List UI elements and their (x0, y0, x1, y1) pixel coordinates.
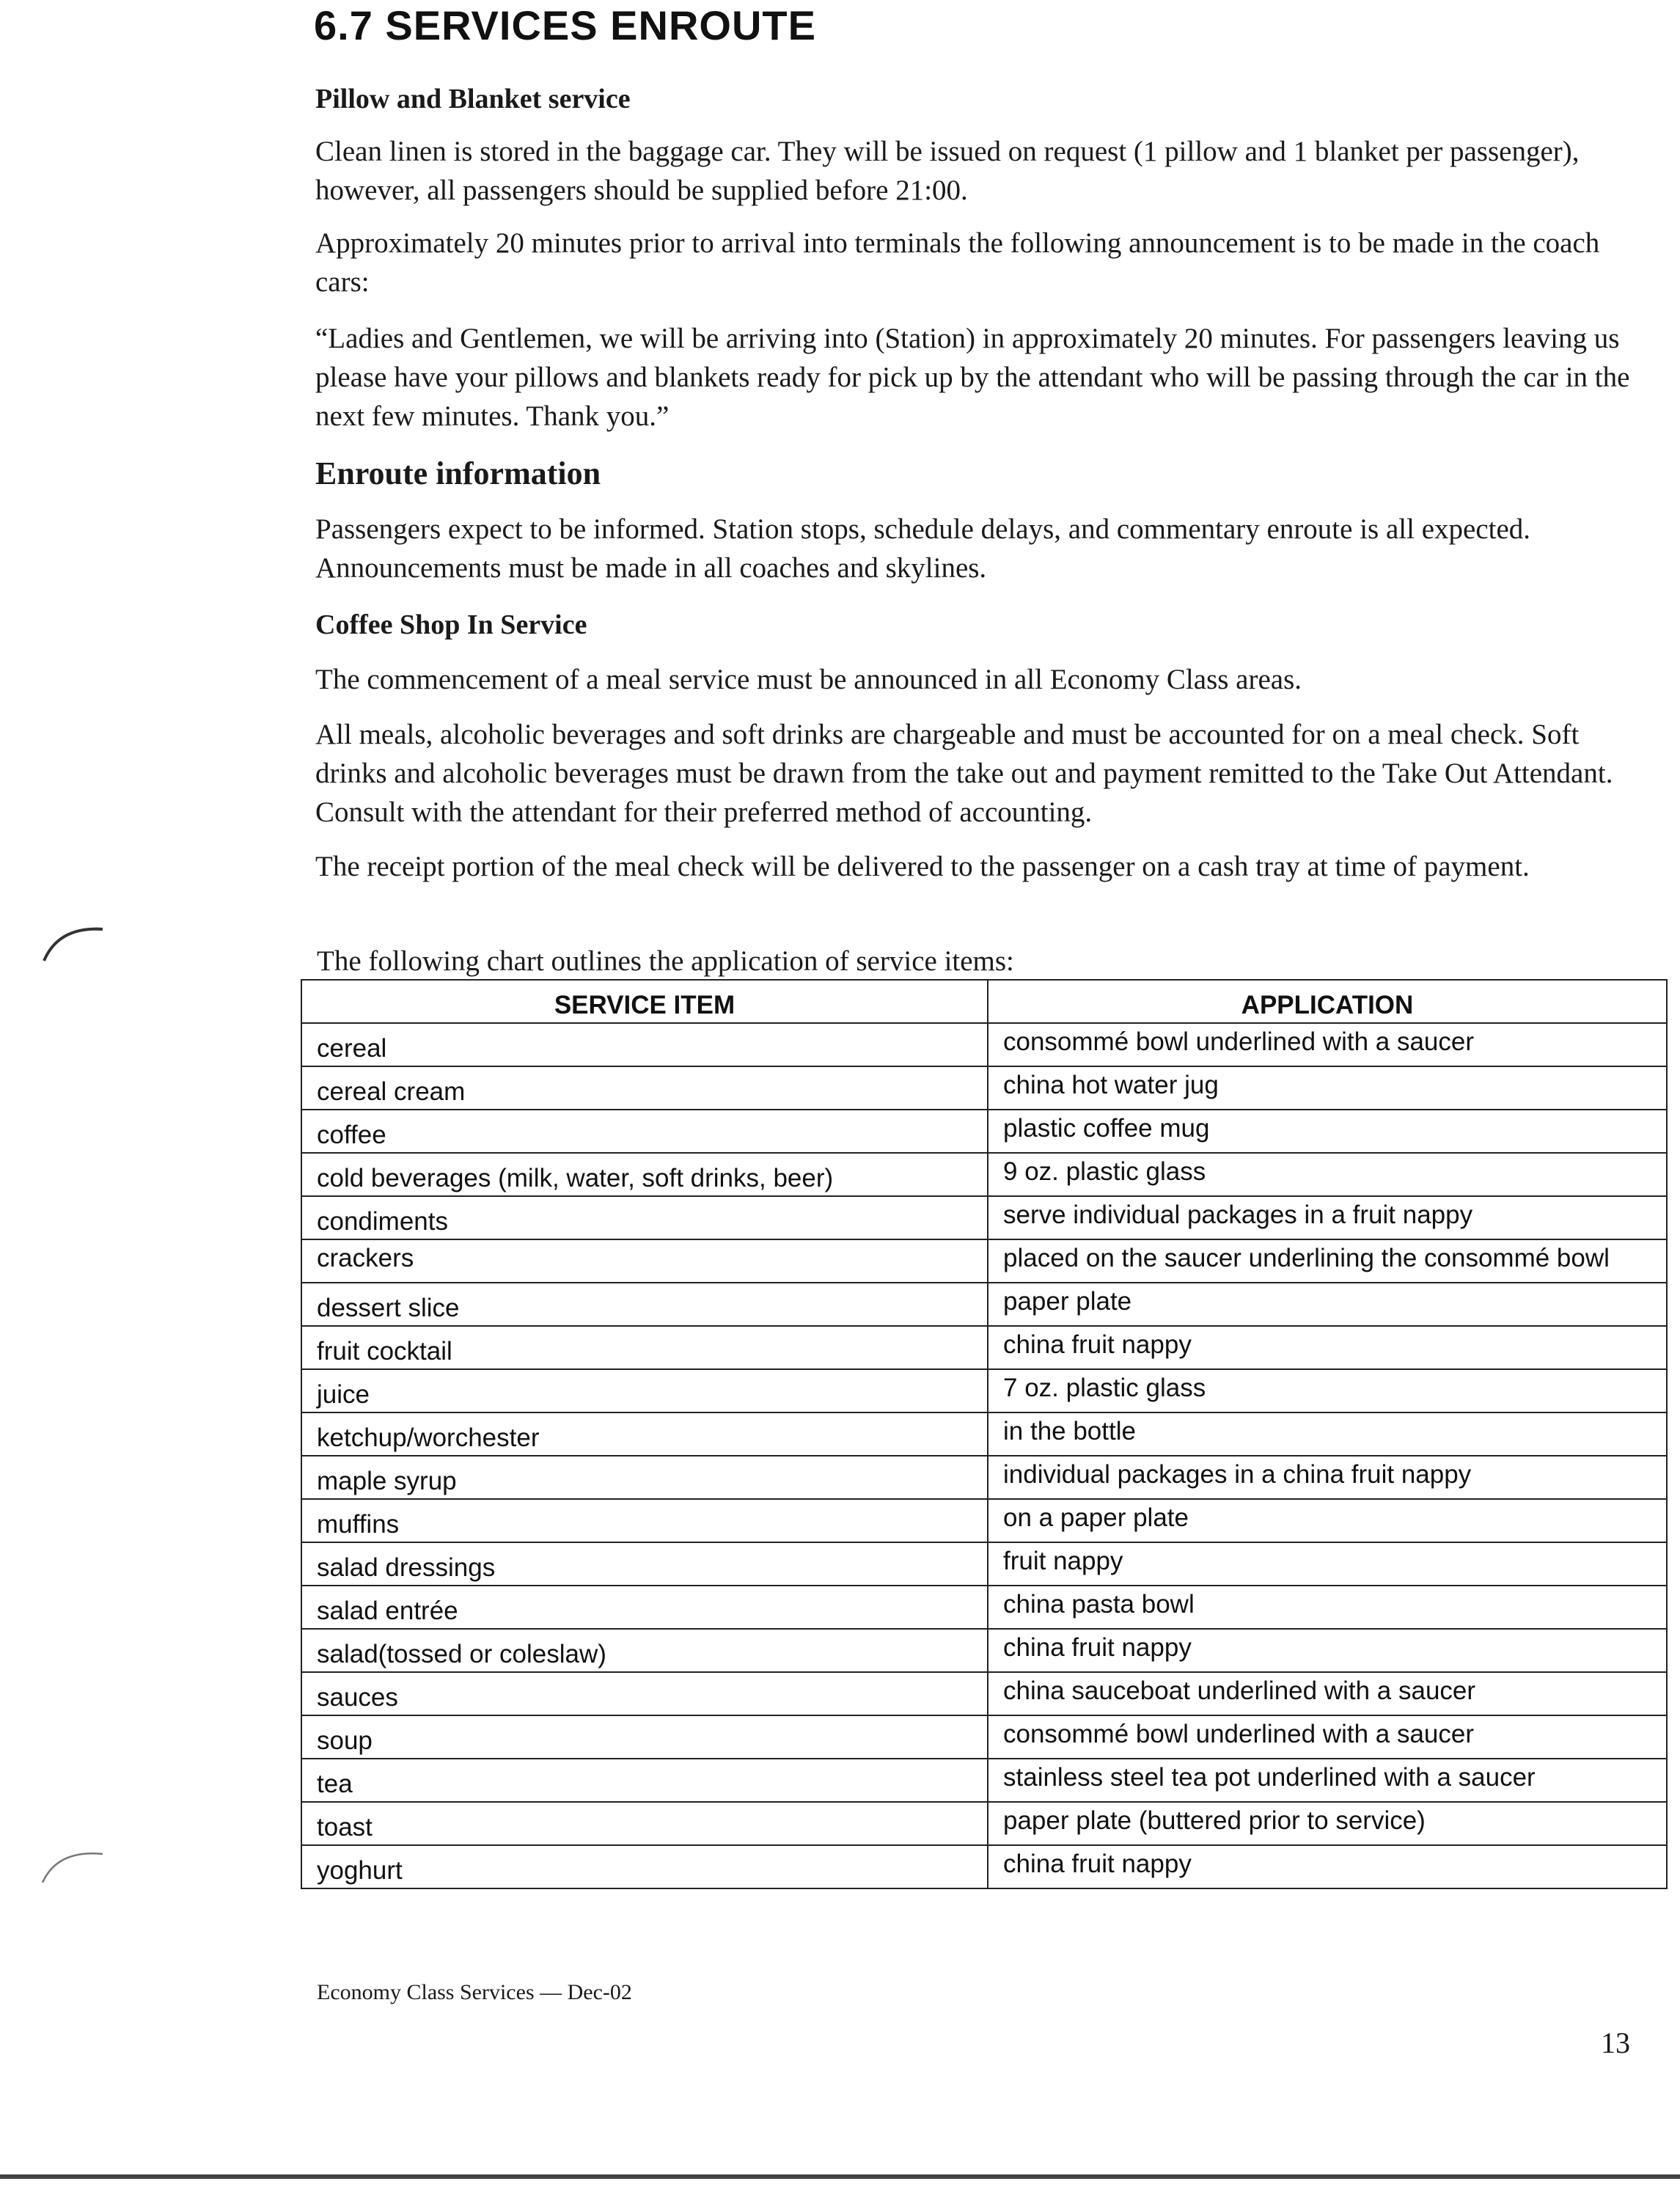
application-cell: 7 oz. plastic glass (988, 1369, 1667, 1412)
coffee-paragraph-2: All meals, alcoholic beverages and soft drinks are chargeable and must be accounted for on a meal check. Soft drinks and alcoholic beverages must be drawn from the take out and payment remitted to the Take Out Attendant. Consult with the attendant for their preferred method of accounting. (315, 719, 1613, 828)
application-cell: stainless steel tea pot underlined with a saucer (988, 1759, 1667, 1802)
binder-hole-mark-lower (29, 1842, 110, 1886)
coffee-paragraph-1: The commencement of a meal service must be announced in all Economy Class areas. (315, 664, 1302, 695)
service-items-table (301, 979, 1668, 1889)
service-item-cell: cereal (301, 1023, 988, 1066)
service-item-cell: fruit cocktail (301, 1326, 988, 1369)
application-cell: china fruit nappy (988, 1326, 1667, 1369)
table-row (301, 1759, 1667, 1802)
application-cell: china fruit nappy (988, 1845, 1667, 1888)
service-item-cell: yoghurt (301, 1845, 988, 1888)
table-row (301, 1369, 1667, 1412)
application-cell: china sauceboat underlined with a saucer (988, 1672, 1667, 1715)
table-row (301, 1715, 1667, 1759)
page-number: 13 (1601, 2026, 1630, 2059)
table-row (301, 1023, 1667, 1066)
table-row (301, 1629, 1667, 1672)
table-row (301, 1066, 1667, 1110)
service-item-cell: salad(tossed or coleslaw) (301, 1629, 988, 1672)
table-row (301, 1499, 1667, 1542)
header-application: APPLICATION (988, 980, 1667, 1023)
table-row (301, 1153, 1667, 1196)
service-item-cell: dessert slice (301, 1283, 988, 1326)
table-row (301, 1196, 1667, 1239)
coffee-paragraph-3: The receipt portion of the meal check will be delivered to the passenger on a cash tray at time of payment. (315, 851, 1530, 882)
chart-intro: The following chart outlines the application of service items: (317, 945, 1014, 977)
application-cell: china fruit nappy (988, 1629, 1667, 1672)
section-title: 6.7 SERVICES ENROUTE (314, 2, 816, 48)
service-item-cell: salad dressings (301, 1542, 988, 1586)
table-header-row (301, 980, 1667, 1023)
service-item-cell: crackers (301, 1239, 988, 1283)
table-row (301, 1802, 1667, 1845)
application-cell: china pasta bowl (988, 1586, 1667, 1629)
table-row (301, 1542, 1667, 1586)
service-item-cell: ketchup/worchester (301, 1412, 988, 1456)
table-row (301, 1239, 1667, 1283)
application-cell: 9 oz. plastic glass (988, 1153, 1667, 1196)
application-cell: paper plate (buttered prior to service) (988, 1802, 1667, 1845)
service-item-cell: salad entrée (301, 1586, 988, 1629)
application-cell: fruit nappy (988, 1542, 1667, 1586)
pillow-blanket-heading: Pillow and Blanket service (315, 84, 631, 114)
application-cell: consommé bowl underlined with a saucer (988, 1023, 1667, 1066)
service-item-cell: cereal cream (301, 1066, 988, 1110)
table-row (301, 1110, 1667, 1153)
header-service-item: SERVICE ITEM (301, 980, 988, 1023)
binder-hole-mark-upper (29, 920, 110, 964)
service-item-cell: sauces (301, 1672, 988, 1715)
enroute-paragraph: Passengers expect to be informed. Station stops, schedule delays, and commentary enroute is all expected. Announcements must be made in all coaches and skylines. (315, 513, 1531, 584)
service-item-cell: cold beverages (milk, water, soft drinks, beer) (301, 1153, 988, 1196)
table-row (301, 1412, 1667, 1456)
service-item-cell: soup (301, 1715, 988, 1759)
coffee-shop-heading: Coffee Shop In Service (315, 609, 587, 640)
service-item-cell: coffee (301, 1110, 988, 1153)
service-item-cell: maple syrup (301, 1456, 988, 1499)
service-item-cell: toast (301, 1802, 988, 1845)
footer-text: Economy Class Services — Dec-02 (317, 1980, 632, 2004)
table-row (301, 1845, 1667, 1888)
application-cell: on a paper plate (988, 1499, 1667, 1542)
enroute-heading: Enroute information (315, 455, 601, 491)
table-row (301, 1326, 1667, 1369)
application-cell: china hot water jug (988, 1066, 1667, 1110)
announcement-quote: “Ladies and Gentlemen, we will be arriving into (Station) in approximately 20 minutes. For passengers leaving us please have your pillows and blankets ready for pick up by the attendant who will be passing through the car in the next few minutes. Thank you.” (315, 323, 1630, 432)
pillow-paragraph-2: Approximately 20 minutes prior to arrival into terminals the following announcement is to be made in the coach cars: (315, 227, 1600, 298)
service-item-cell: muffins (301, 1499, 988, 1542)
application-cell: paper plate (988, 1283, 1667, 1326)
service-item-cell: juice (301, 1369, 988, 1412)
application-cell: placed on the saucer underlining the consommé bowl (988, 1239, 1667, 1283)
application-cell: serve individual packages in a fruit nappy (988, 1196, 1667, 1239)
application-cell: individual packages in a china fruit nappy (988, 1456, 1667, 1499)
service-item-cell: condiments (301, 1196, 988, 1239)
application-cell: plastic coffee mug (988, 1110, 1667, 1153)
application-cell: consommé bowl underlined with a saucer (988, 1715, 1667, 1759)
table-row (301, 1672, 1667, 1715)
service-item-cell: tea (301, 1759, 988, 1802)
application-cell: in the bottle (988, 1412, 1667, 1456)
table-row (301, 1283, 1667, 1326)
table-row (301, 1586, 1667, 1629)
table-row (301, 1456, 1667, 1499)
pillow-paragraph-1: Clean linen is stored in the baggage car. They will be issued on request (1 pillow and 1 blanket per passenger), however, all passengers should be supplied before 21:00. (315, 136, 1580, 206)
page-bottom-edge (0, 2174, 1680, 2179)
